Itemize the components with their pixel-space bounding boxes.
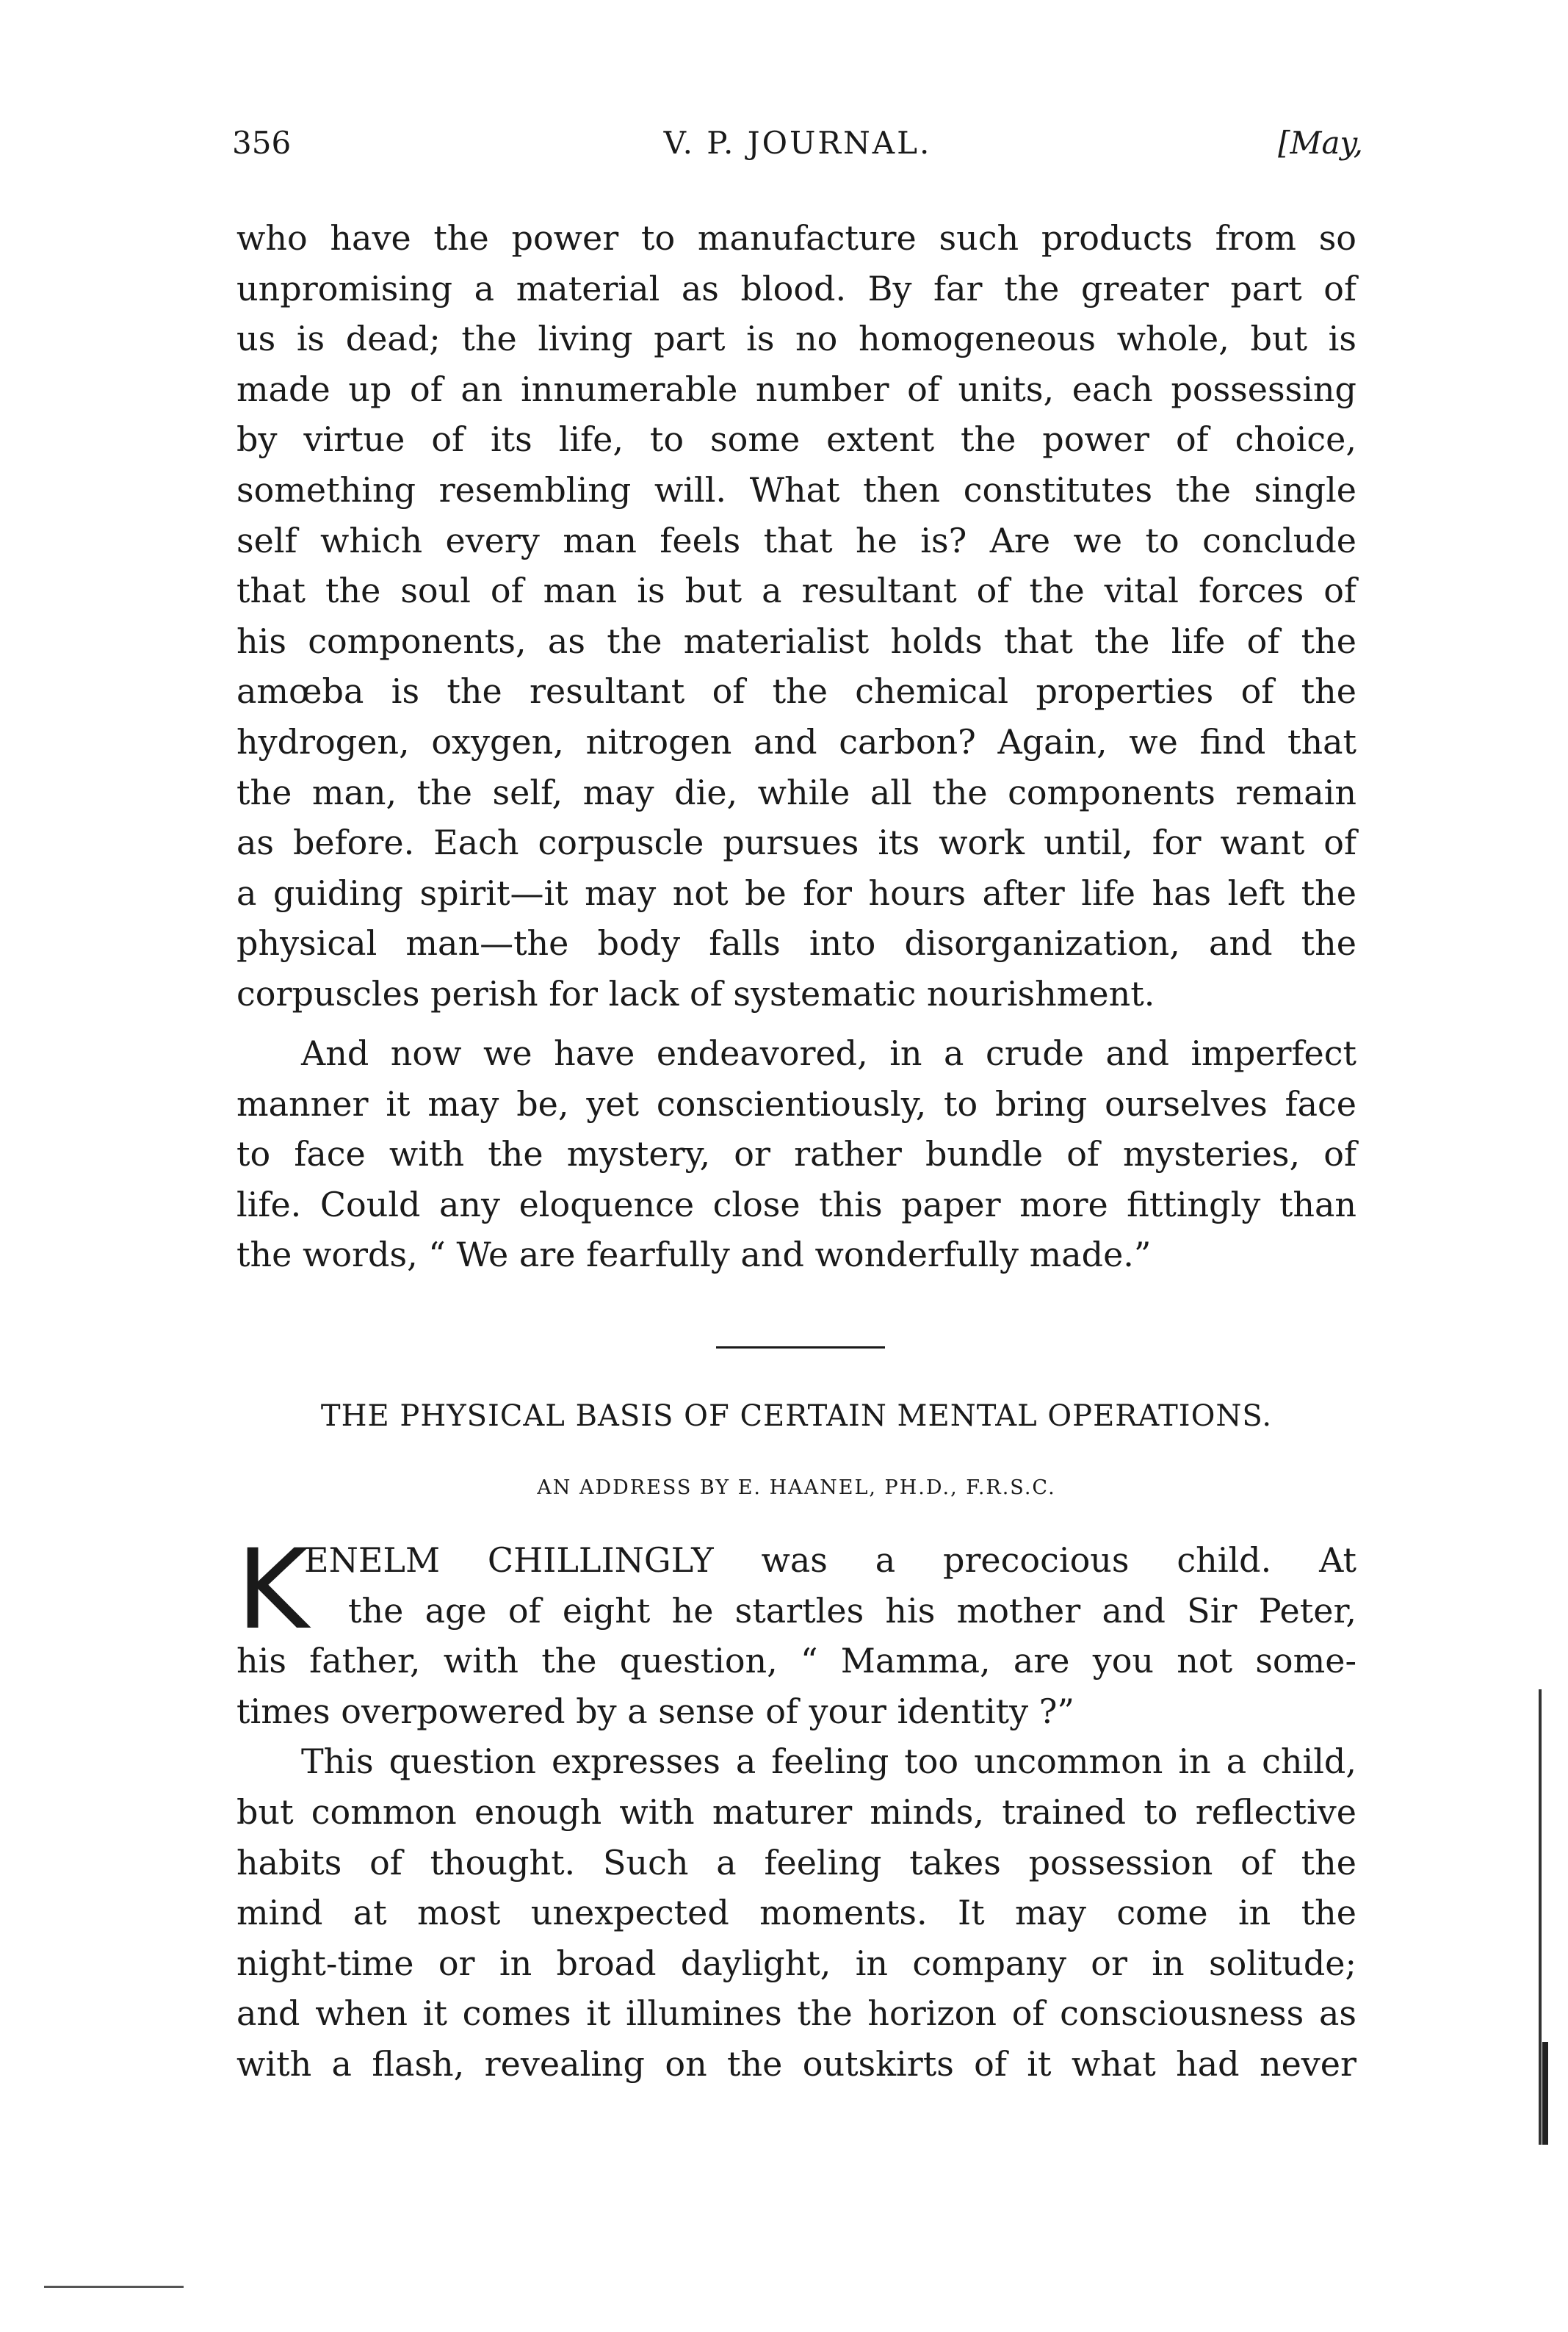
text-line: self which every man feels that he is? Are we to conclude [236, 520, 1356, 560]
text-line: manner it may be, yet conscientiously, to bring ourselves face [236, 1083, 1356, 1124]
text-line: unpromising a material as blood. By far the greater part of [236, 268, 1356, 308]
text-line: amœba is the resultant of the chemical properties of the [236, 671, 1356, 712]
text-line: and when it comes it illumines the horizon of consciousness as [236, 1993, 1356, 2034]
text-line: the age of eight he startles his mother and Sir Peter, [348, 1590, 1356, 1631]
text-line: times overpowered by a sense of your identity ?” [236, 1691, 1074, 1731]
text-line: a guiding spirit—it may not be for hours after life has left the [236, 873, 1356, 913]
scan-edge-mark [1542, 2042, 1548, 2145]
running-title: V. P. JOURNAL. [663, 125, 932, 161]
text-line: This question expresses a feeling too uncommon in a child, [301, 1741, 1356, 1782]
text-line: hydrogen, oxygen, nitrogen and carbon? Again, we find that [236, 721, 1356, 762]
text-line: but common enough with maturer minds, trained to reflective [236, 1791, 1356, 1832]
text-line: us is dead; the living part is no homogeneous whole, but is [236, 319, 1356, 359]
text-line: by virtue of its life, to some extent the power of choice, [236, 419, 1356, 460]
text-line: night-time or in broad daylight, in company or in solitude; [236, 1943, 1356, 1983]
text-line: as before. Each corpuscle pursues its work until, for want of [236, 823, 1356, 863]
text-line: his father, with the question, “ Mamma, are you not some- [236, 1641, 1356, 1681]
section-divider [716, 1346, 885, 1349]
text-line: ENELM CHILLINGLY was a precocious child. At [304, 1540, 1356, 1580]
closing-paragraph [236, 1028, 1356, 1280]
text-line: physical man—the body falls into disorganization, and the [236, 923, 1356, 964]
scan-edge-mark [1539, 1689, 1542, 2145]
text-line: his components, as the materialist holds that the life of the [236, 621, 1356, 661]
text-line: And now we have endeavored, in a crude and imperfect [301, 1033, 1356, 1073]
page-number: 356 [232, 125, 292, 161]
text-line: made up of an innumerable number of units, each possessing [236, 369, 1356, 409]
text-line: life. Could any eloquence close this paper more fittingly than [236, 1184, 1356, 1224]
article-body [236, 1526, 1356, 2090]
previous-article-text [236, 213, 1356, 1019]
running-month: [May, [1278, 125, 1363, 161]
text-line: to face with the mystery, or rather bundle of mysteries, of [236, 1134, 1356, 1174]
scan-corner-mark [44, 2286, 184, 2288]
text-line: corpuscles perish for lack of systematic nourishment. [236, 973, 1155, 1014]
text-line: the words, “ We are fearfully and wonderfully made.” [236, 1235, 1152, 1275]
text-line: that the soul of man is but a resultant of the vital forces of [236, 571, 1356, 611]
text-line: habits of thought. Such a feeling takes possession of the [236, 1842, 1356, 1882]
article-title: THE PHYSICAL BASIS OF CERTAIN MENTAL OPERATIONS. [320, 1399, 1273, 1433]
drop-cap: K [236, 1526, 309, 1654]
text-line: mind at most unexpected moments. It may come in the [236, 1893, 1356, 1933]
running-header [232, 125, 1363, 184]
text-line: with a flash, revealing on the outskirts of it what had never [236, 2043, 1356, 2084]
article-byline: AN ADDRESS BY E. HAANEL, PH.D., F.R.S.C. [537, 1476, 1056, 1499]
text-line: the man, the self, may die, while all the components remain [236, 772, 1356, 812]
text-line: who have the power to manufacture such products from so [236, 218, 1356, 258]
text-line: something resembling will. What then constitutes the single [236, 469, 1356, 510]
